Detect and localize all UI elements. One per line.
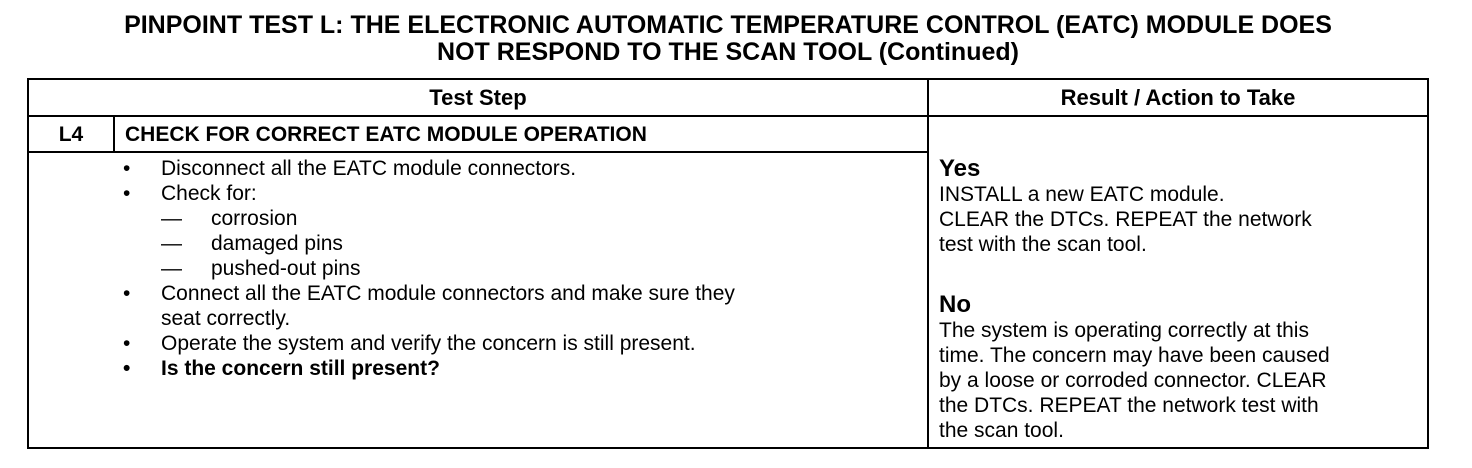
- list-item: — damaged pins: [161, 232, 343, 255]
- list-item: • Connect all the EATC module connectors and make sure they seat correctly.: [123, 282, 735, 330]
- title-line-2: NOT RESPOND TO THE SCAN TOOL (Continued): [437, 38, 1019, 66]
- dash-icon: —: [161, 257, 182, 280]
- step-id: L4: [58, 123, 84, 146]
- header-result: Result / Action to Take: [1060, 85, 1296, 110]
- step-title: CHECK FOR CORRECT EATC MODULE OPERATION: [125, 123, 647, 146]
- dash-icon: —: [161, 232, 182, 255]
- header-test-step: Test Step: [429, 85, 527, 110]
- test-table: [27, 78, 1429, 449]
- bullet-icon: •: [123, 332, 131, 355]
- result-yes: Yes INSTALL a new EATC module. CLEAR the DTCs. REPEAT the network test with the scan tool.: [939, 156, 1419, 257]
- result-no-label: No: [939, 291, 971, 318]
- bullet-icon: •: [123, 357, 131, 380]
- column-divider: [927, 80, 929, 447]
- title-line-1: PINPOINT TEST L: THE ELECTRONIC AUTOMATIC TEMPERATURE CONTROL (EATC) MODULE DOES: [124, 11, 1332, 39]
- result-no: No The system is operating correctly at this time. The concern may have been caused by a loose or corroded connector. CLEAR the DTCs. REPEAT the network test with the scan tool.: [939, 292, 1419, 443]
- list-item: • Is the concern still present?: [123, 357, 440, 380]
- bullet-icon: •: [123, 157, 131, 180]
- bullet-icon: •: [123, 282, 131, 305]
- list-item: • Disconnect all the EATC module connectors.: [123, 157, 577, 180]
- bullet-icon: •: [123, 182, 131, 205]
- result-yes-label: Yes: [939, 155, 981, 182]
- list-item: — corrosion: [161, 207, 298, 230]
- list-item: • Operate the system and verify the concern is still present.: [123, 332, 696, 355]
- dash-icon: —: [161, 207, 182, 230]
- step-id-divider: [113, 117, 115, 153]
- step-instructions: [113, 156, 913, 381]
- page-title: [0, 12, 1456, 66]
- list-item: • Check for:: [123, 182, 257, 205]
- list-item: — pushed-out pins: [161, 257, 361, 280]
